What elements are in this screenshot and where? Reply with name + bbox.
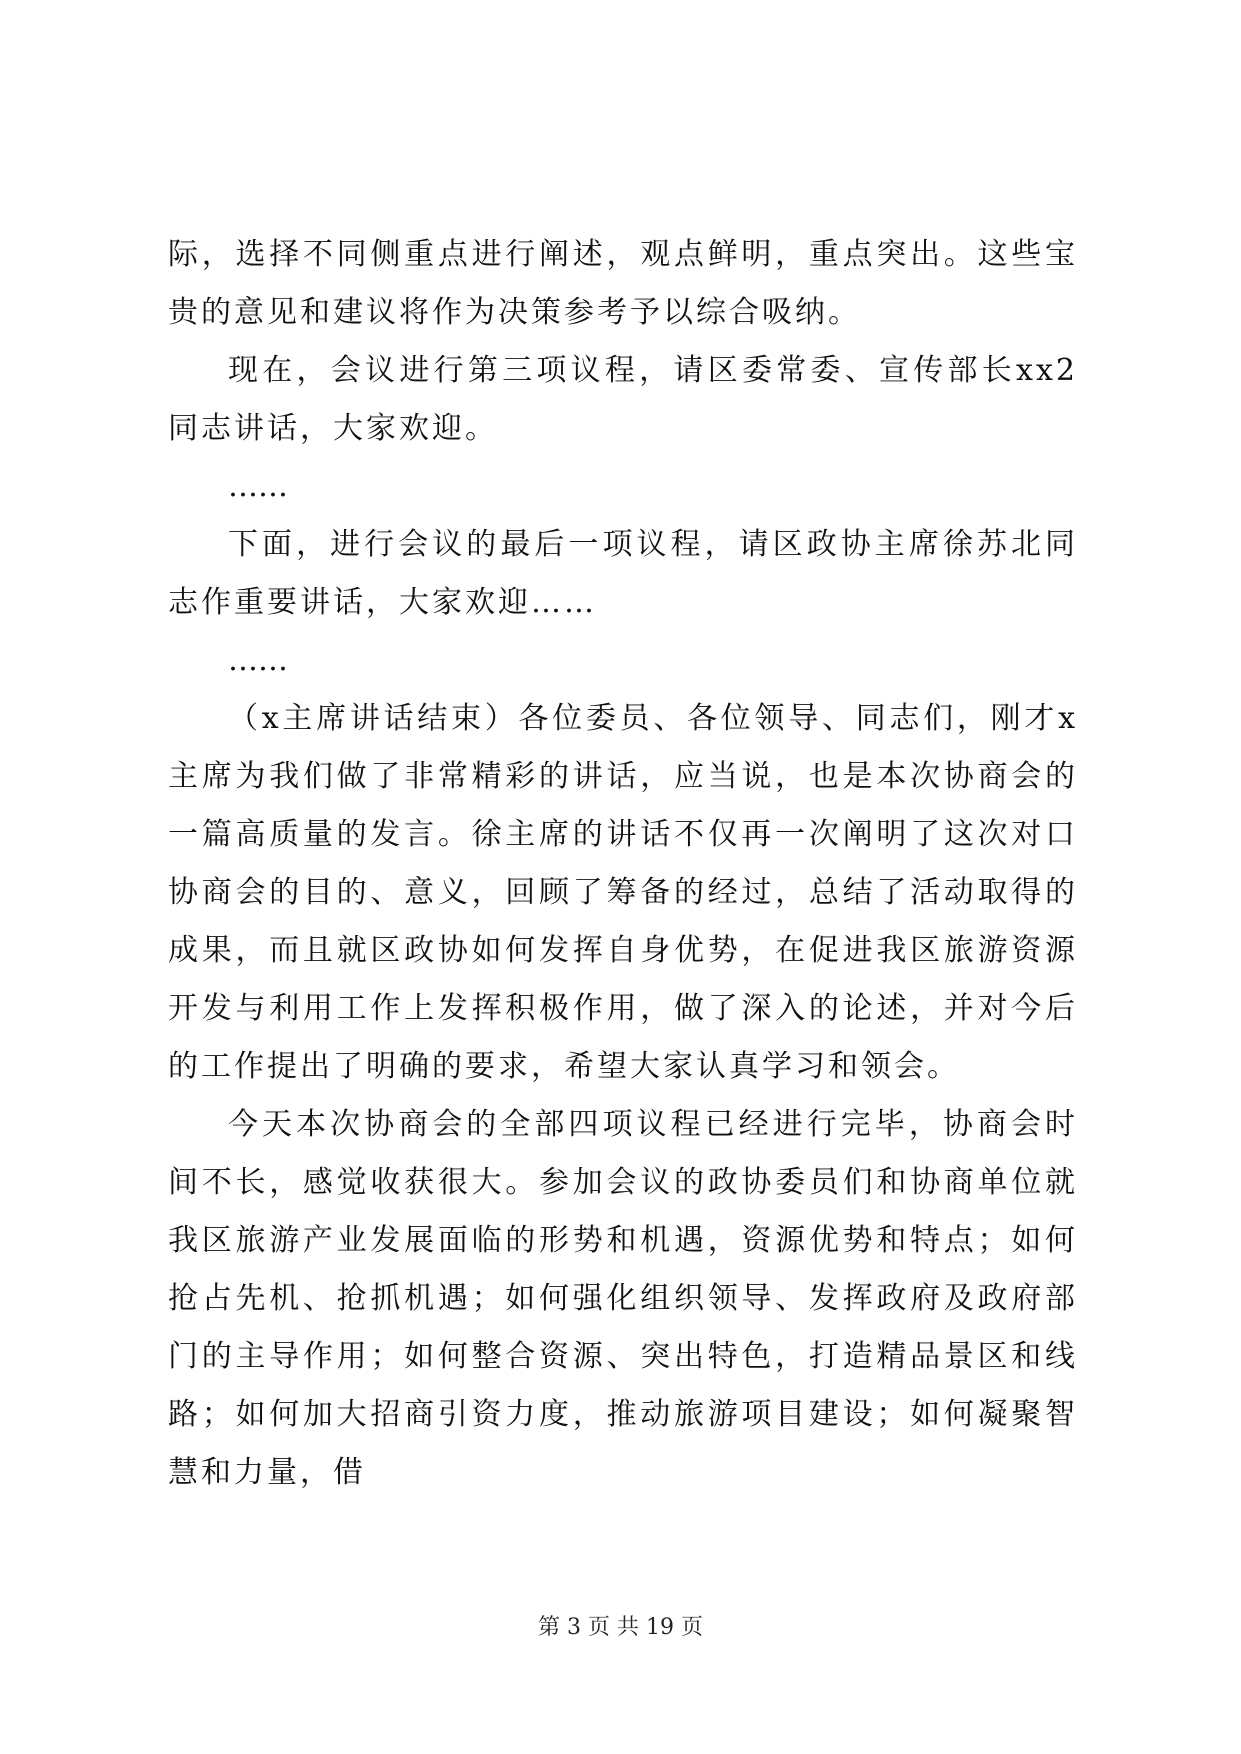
paragraph-ellipsis-2: …… (228, 643, 288, 678)
paragraph-continuation: 际，选择不同侧重点进行阐述，观点鲜明，重点突出。这些宝贵的意见和建议将作为决策参考予以综合吸纳。 (168, 237, 1078, 330)
page-number-footer: 第 3 页 共 19 页 (538, 1615, 703, 1640)
paragraph-speech-summary: （x主席讲话结束）各位委员、各位领导、同志们，刚才x主席为我们做了非常精彩的讲话，应当说，也是本次协商会的一篇高质量的发言。徐主席的讲话不仅再一次阐明了这次对口协商会的目的、意义，回顾了筹备的经过，总结了活动取得的成果，而且就区政协如何发挥自身优势，在促进我区旅游资源开发与利用工作上发挥积极作用，做了深入的论述，并对今后的工作提出了明确的要求，希望大家认真学习和领会。 (168, 701, 1078, 1084)
paragraph-ellipsis-1: …… (228, 469, 288, 504)
paragraph-final-agenda: 下面，进行会议的最后一项议程，请区政协主席徐苏北同志作重要讲话，大家欢迎…… (168, 527, 1078, 620)
paragraph-closing: 今天本次协商会的全部四项议程已经进行完毕，协商会时间不长，感觉收获很大。参加会议的政协委员们和协商单位就我区旅游产业发展面临的形势和机遇，资源优势和特点；如何抢占先机、抢抓机遇；如何强化组织领导、发挥政府及政府部门的主导作用；如何整合资源、突出特色，打造精品景区和线路；如何加大招商引资力度，推动旅游项目建设；如何凝聚智慧和力量，借 (168, 1107, 1078, 1490)
paragraph-third-agenda: 现在，会议进行第三项议程，请区委常委、宣传部长xx2同志讲话，大家欢迎。 (168, 353, 1078, 446)
document-body (168, 226, 1078, 1502)
